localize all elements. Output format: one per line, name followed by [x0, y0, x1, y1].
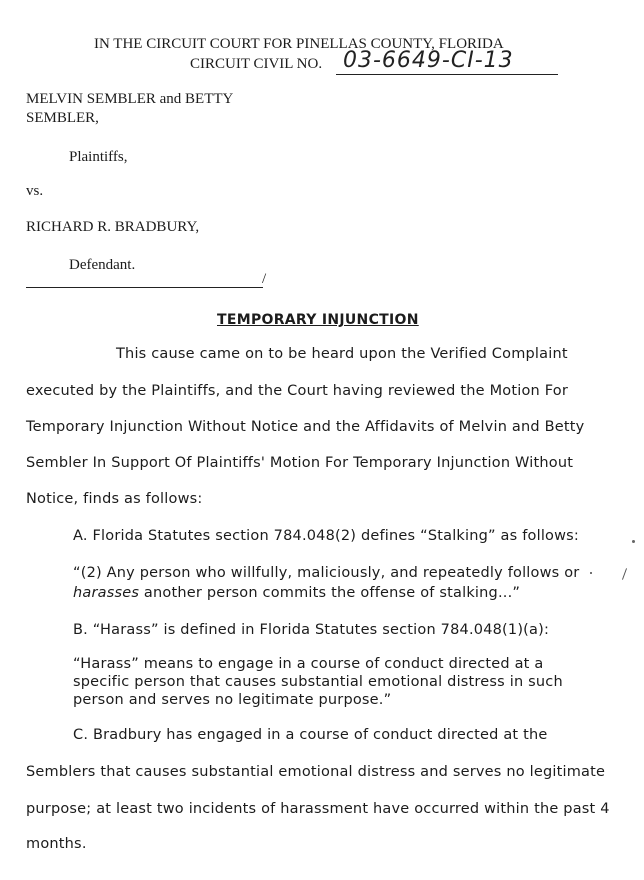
- document-title: TEMPORARY INJUNCTION: [217, 312, 419, 328]
- intro-line-2: executed by the Plaintiffs, and the Court having reviewed the Motion For: [26, 383, 569, 399]
- quote-a-italic-word: harasses: [73, 585, 140, 601]
- finding-c-line-4: months.: [26, 836, 87, 852]
- scan-mark: [622, 568, 627, 580]
- quote-b-line-1: “Harass” means to engage in a course of conduct directed at a: [73, 656, 544, 672]
- case-number-underline: [336, 74, 558, 75]
- plaintiffs-label: Plaintiffs,: [69, 149, 128, 165]
- versus-label: vs.: [26, 183, 44, 199]
- finding-c-line-3: purpose; at least two incidents of harassment have occurred within the past 4: [26, 801, 610, 817]
- scan-speck: [590, 572, 592, 574]
- handwritten-case-number: 03-6649-CI-13: [343, 48, 514, 73]
- scan-speck: [632, 540, 635, 543]
- intro-line-1: This cause came on to be heard upon the Verified Complaint: [116, 346, 568, 362]
- finding-c-line-2: Semblers that causes substantial emotional distress and serves no legitimate: [26, 764, 606, 780]
- finding-c-line-1: C. Bradbury has engaged in a course of conduct directed at the: [73, 727, 548, 743]
- case-number-label: CIRCUIT CIVIL NO.: [190, 56, 323, 72]
- intro-line-4: Sembler In Support Of Plaintiffs' Motion For Temporary Injunction Without: [26, 455, 574, 471]
- court-heading: IN THE CIRCUIT COURT FOR PINELLAS COUNTY, FLORIDA: [94, 36, 504, 52]
- quote-a-line-1: “(2) Any person who willfully, maliciously, and repeatedly follows or: [73, 565, 580, 581]
- intro-line-3: Temporary Injunction Without Notice and the Affidavits of Melvin and Betty: [26, 419, 585, 435]
- quote-a-line-2: [73, 585, 520, 601]
- caption-rule: [26, 287, 263, 288]
- quote-b-line-3: person and serves no legitimate purpose.”: [73, 692, 392, 708]
- quote-b-line-2: specific person that causes substantial emotional distress in such: [73, 674, 563, 690]
- finding-b: B. “Harass” is defined in Florida Statutes section 784.048(1)(a):: [73, 622, 550, 638]
- caption-slash: /: [262, 271, 267, 287]
- plaintiffs-names-line2: SEMBLER,: [26, 110, 99, 126]
- defendant-name: RICHARD R. BRADBURY,: [26, 219, 200, 235]
- plaintiffs-names-line1: MELVIN SEMBLER and BETTY: [26, 91, 234, 107]
- finding-a: A. Florida Statutes section 784.048(2) defines “Stalking” as follows:: [73, 528, 580, 544]
- intro-line-5: Notice, finds as follows:: [26, 491, 203, 507]
- quote-a-line-2-rest: another person commits the offense of stalking...”: [139, 585, 521, 601]
- defendant-label: Defendant.: [69, 257, 136, 273]
